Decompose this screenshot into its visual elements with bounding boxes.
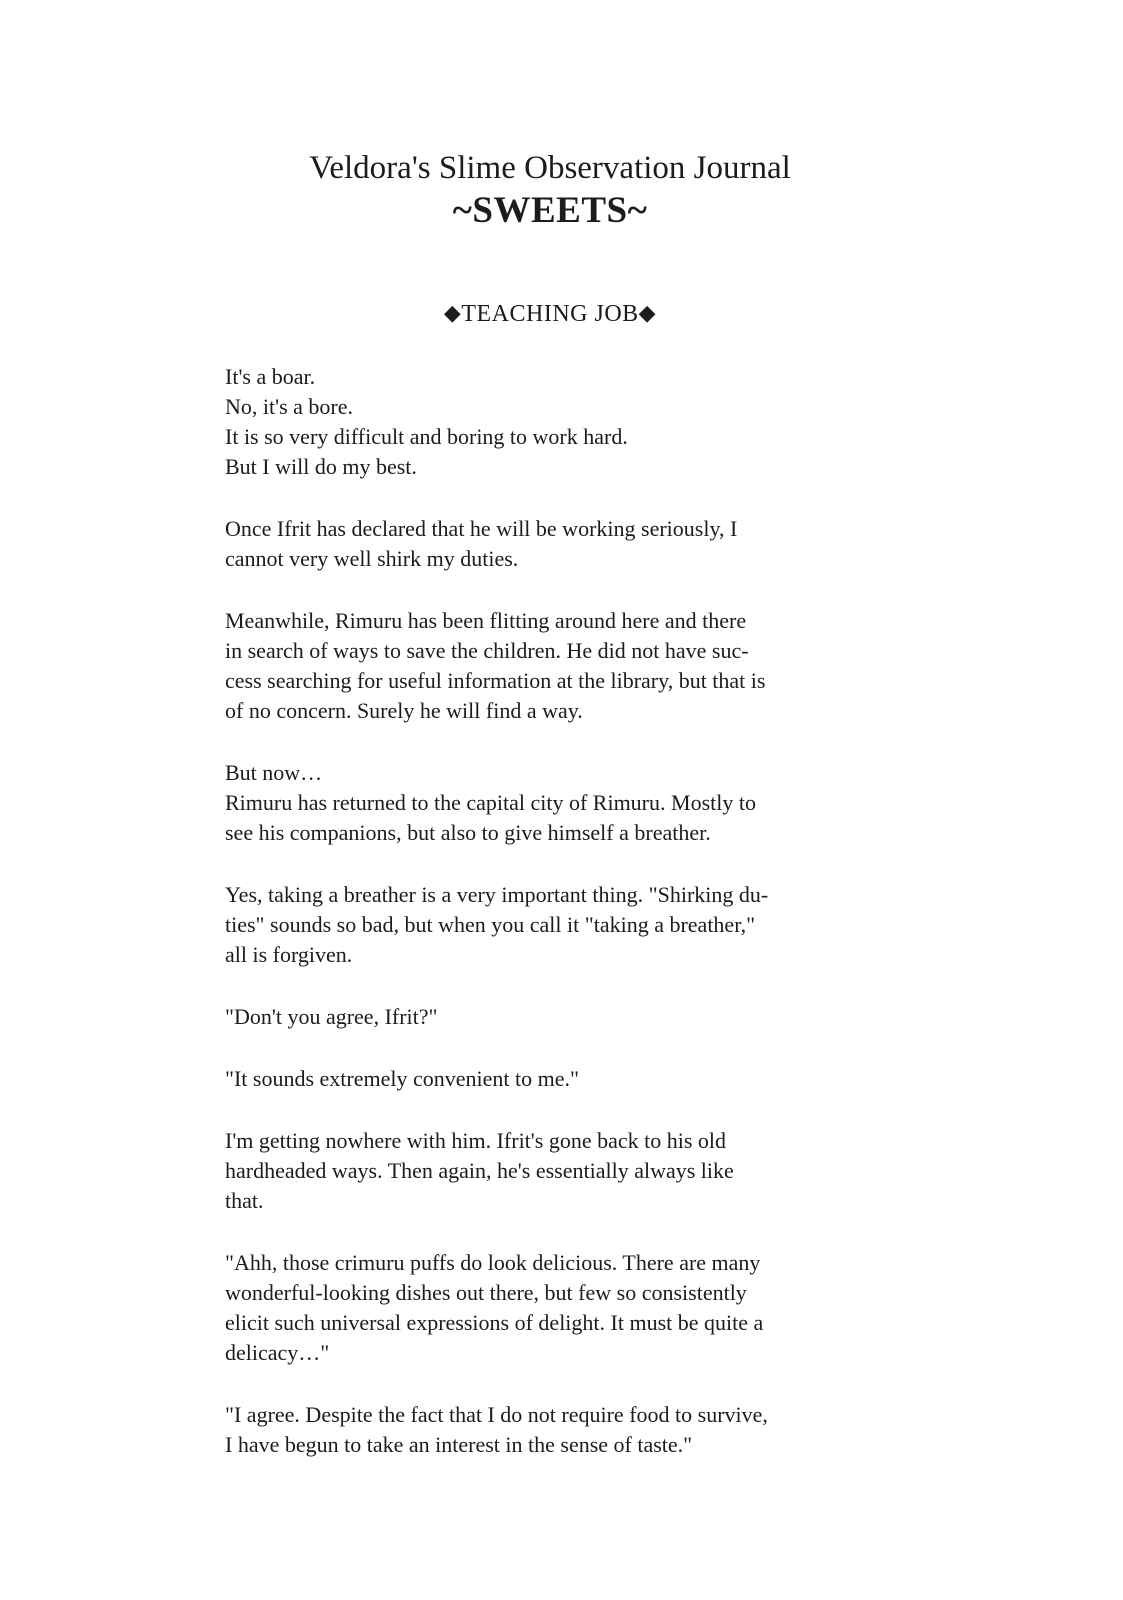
text-line: "Ahh, those crimuru puffs do look delicious. There are many — [225, 1250, 761, 1275]
text-line: I have begun to take an interest in the sense of taste." — [225, 1432, 693, 1457]
page-subtitle: ~SWEETS~ — [452, 190, 648, 231]
text-line: hardheaded ways. Then again, he's essentially always like — [225, 1158, 734, 1183]
paragraph — [225, 1400, 875, 1460]
text-line: It's a boar. — [225, 364, 316, 389]
text-line: all is forgiven. — [225, 942, 353, 967]
text-line: cess searching for useful information at the library, but that is — [225, 668, 766, 693]
body-text — [225, 362, 875, 1460]
text-line: see his companions, but also to give himself a breather. — [225, 820, 711, 845]
text-line: that. — [225, 1188, 264, 1213]
paragraph — [225, 1064, 875, 1094]
paragraph — [225, 1248, 875, 1368]
text-line: ties" sounds so bad, but when you call it "taking a breather," — [225, 912, 756, 937]
text-line: wonderful-looking dishes out there, but few so consistently — [225, 1280, 747, 1305]
paragraph — [225, 1126, 875, 1216]
paragraph — [225, 880, 875, 970]
paragraph — [225, 362, 875, 482]
text-line: Rimuru has returned to the capital city of Rimuru. Mostly to — [225, 790, 756, 815]
text-line: No, it's a bore. — [225, 394, 353, 419]
text-line: cannot very well shirk my duties. — [225, 546, 519, 571]
diamond-icon: ◆ — [443, 300, 462, 325]
text-line: But now… — [225, 760, 323, 785]
paragraph — [225, 758, 875, 848]
text-line: in search of ways to save the children. He did not have suc- — [225, 638, 749, 663]
paragraph — [225, 1002, 875, 1032]
text-line: delicacy…" — [225, 1340, 330, 1365]
diamond-icon: ◆ — [638, 300, 657, 325]
text-line: "I agree. Despite the fact that I do not require food to survive, — [225, 1402, 768, 1427]
text-line: Meanwhile, Rimuru has been flitting around here and there — [225, 608, 747, 633]
section-heading — [225, 299, 875, 329]
text-line: "It sounds extremely convenient to me." — [225, 1066, 579, 1091]
paragraph — [225, 514, 875, 574]
page-title: Veldora's Slime Observation Journal — [309, 150, 791, 186]
text-line: elicit such universal expressions of delight. It must be quite a — [225, 1310, 764, 1335]
text-line: But I will do my best. — [225, 454, 417, 479]
section-heading-label: TEACHING JOB — [461, 301, 639, 327]
text-line: I'm getting nowhere with him. Ifrit's gone back to his old — [225, 1128, 727, 1153]
text-line: Once Ifrit has declared that he will be working seriously, I — [225, 516, 738, 541]
text-line: "Don't you agree, Ifrit?" — [225, 1004, 438, 1029]
text-line: It is so very difficult and boring to work hard. — [225, 424, 628, 449]
text-line: of no concern. Surely he will find a way. — [225, 698, 583, 723]
page-content — [225, 148, 875, 1492]
text-line: Yes, taking a breather is a very important thing. "Shirking du- — [225, 882, 769, 907]
paragraph — [225, 606, 875, 726]
